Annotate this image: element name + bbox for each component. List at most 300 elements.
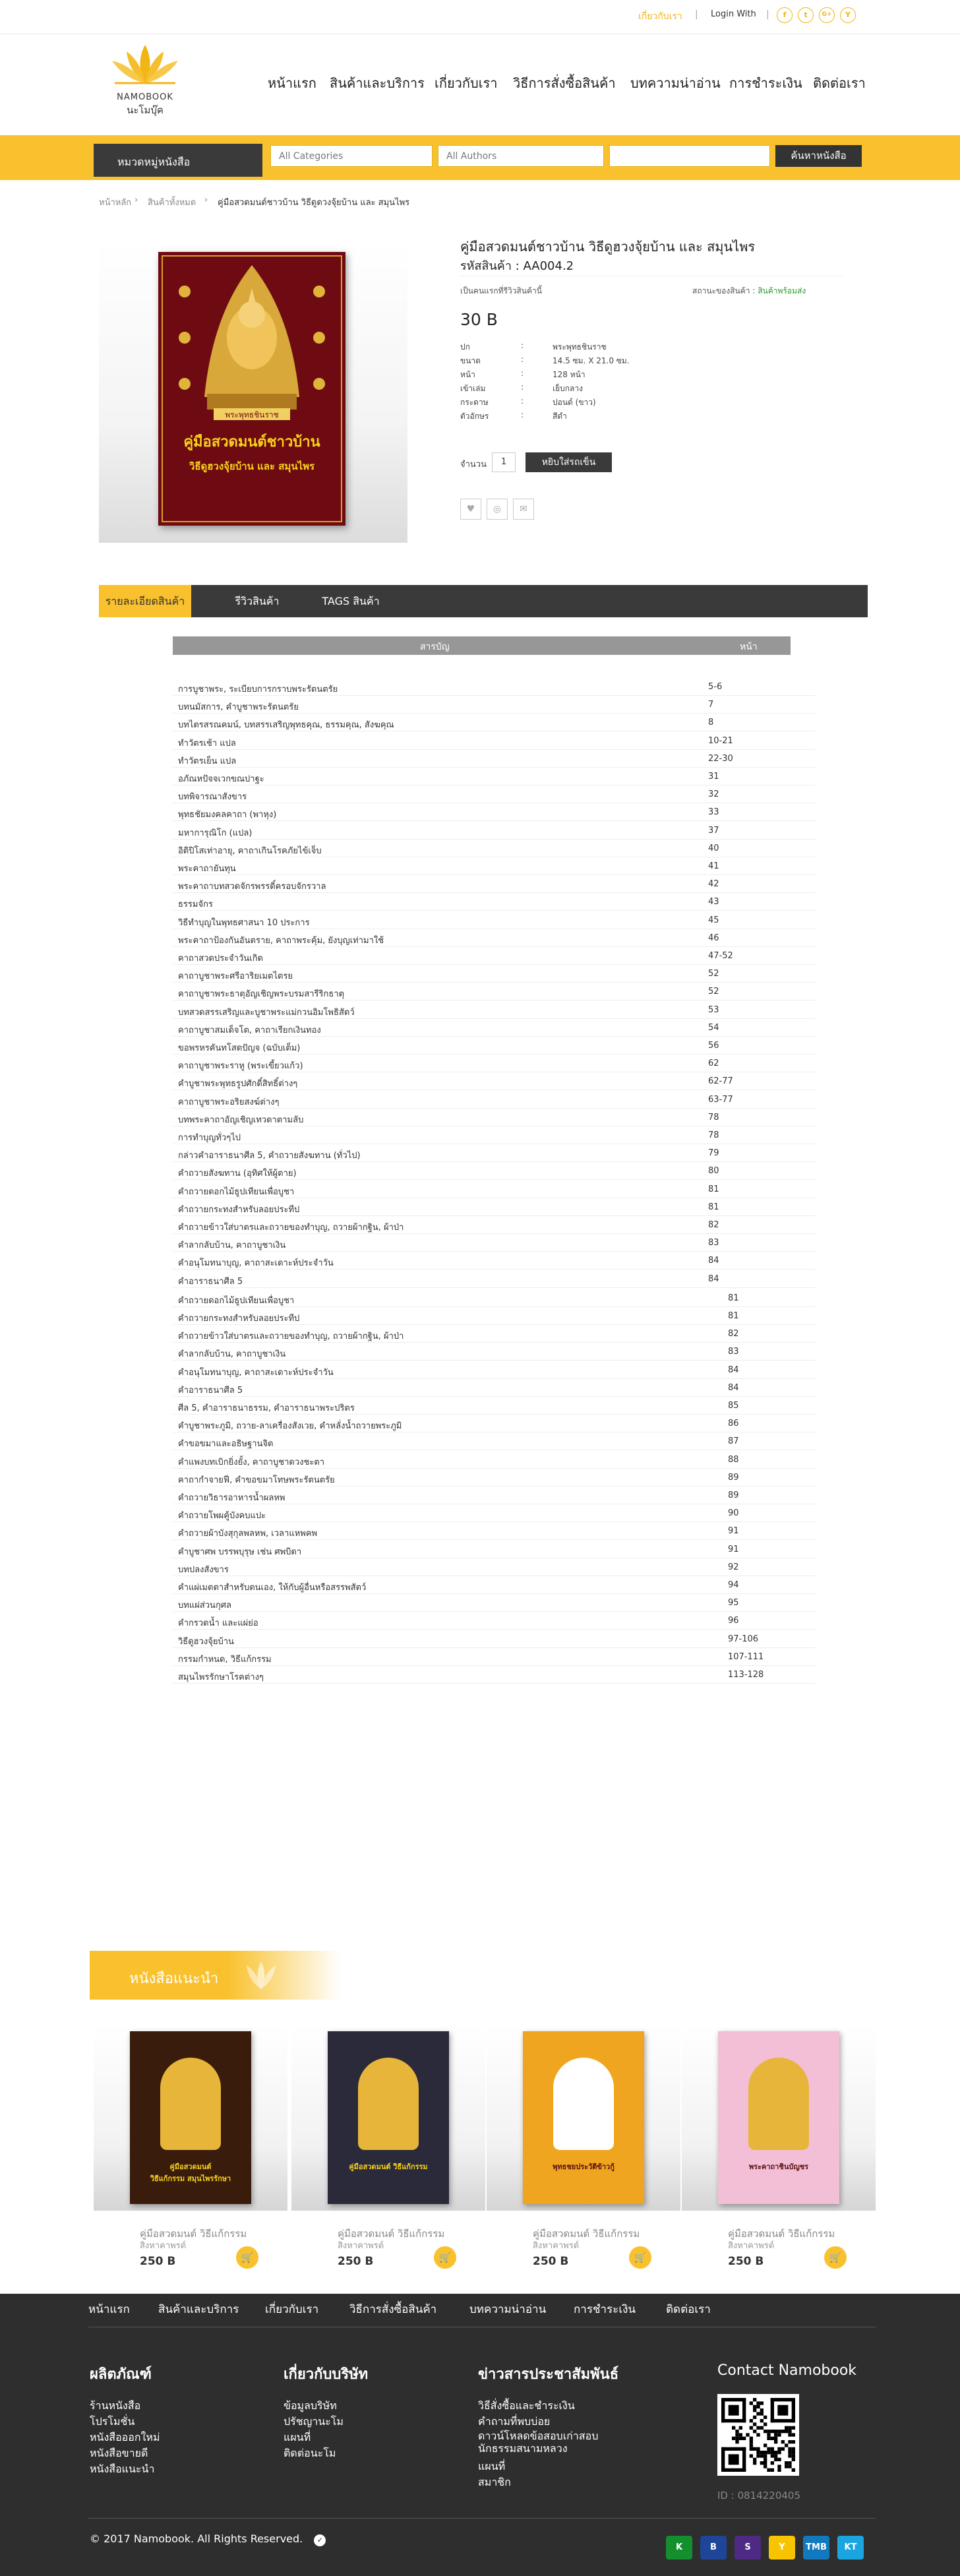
toc-page: 53 [708, 1004, 719, 1015]
toc-page: 113-128 [728, 1670, 764, 1680]
toc-chapter: พระคาถายันทุน [178, 864, 236, 874]
facebook-icon[interactable]: f [777, 7, 793, 23]
footer-company-link[interactable]: แผนที่ [284, 2431, 311, 2443]
breadcrumb-all-products[interactable]: สินค้าทั้งหมด [148, 198, 196, 208]
recommended-title[interactable]: คู่มือสวดมนต์ วิธีแก้กรรม [338, 2228, 445, 2240]
divider [88, 2518, 876, 2519]
dbd-icon: ✓ [314, 2534, 326, 2546]
toc-row [173, 1144, 816, 1162]
toc-row [173, 1072, 816, 1090]
toc-chapter: ศีล 5, คำอาราธนาธรรม, คำอาราธนาพระปริตร [178, 1403, 355, 1413]
toc-page: 56 [708, 1041, 719, 1051]
toc-row [173, 1307, 816, 1325]
toc-chapter: คำขอขมาและอธิษฐานจิต [178, 1439, 274, 1450]
toc-row [173, 1415, 816, 1432]
toc-chapter: คาถาบูชาพระธาตุอัญเชิญพระบรมสารีริกธาตุ [178, 989, 345, 1000]
product-price: 30 B [460, 310, 498, 329]
toc-row [173, 714, 816, 731]
toc-chapter: คำแพงบทเบิกยิ่งยั้ง, คาถาบูชาดวงชะตา [178, 1457, 325, 1467]
toc-page: 89 [728, 1472, 739, 1483]
nav-how-to-order[interactable]: วิธีการสั่งซื้อสินค้า [513, 75, 616, 91]
toc-chapter: คำถวายดอกไม้ธูปเทียนเพื่อบูชา [178, 1186, 295, 1197]
footer-company-link[interactable]: ปรัชญานะโม [284, 2415, 344, 2428]
breadcrumb-current: คู่มือสวดมนต์ชาวบ้าน วิธีดูดวงจุ้ยบ้าน และ สมุนไพร [218, 198, 410, 208]
recommended-cover[interactable] [523, 2031, 644, 2204]
recommended-category: สิงหาคาพรต์ [140, 2241, 187, 2251]
toc-chapter: การบูชาพระ, ระเบียบการกราบพระรัตนตรัย [178, 685, 338, 694]
toc-page: 40 [708, 843, 719, 853]
footer-product-link[interactable]: หนังสือขายดี [90, 2447, 148, 2459]
tab-bar [99, 585, 868, 617]
toc-chapter: คำถวายข้าวใส่บาตรและถวายของทำบุญ, ถวายผ้ากฐิน, ผ้าป่า [178, 1223, 404, 1233]
toc-row [173, 1541, 816, 1558]
toc-page: 90 [728, 1508, 739, 1519]
toc-chapter: บทพระคาถาอัญเชิญเทวดาตามลับ [178, 1115, 304, 1125]
toc-chapter: คำถวายวิธารอาหารน้ำผลหพ [178, 1493, 285, 1503]
toc-row [173, 1397, 816, 1415]
toc-row [173, 1181, 816, 1198]
toc-row [173, 1487, 816, 1504]
toc-chapter: คำลากลับบ้าน, คาถาบูชาเงิน [178, 1241, 286, 1251]
toc-chapter: คำถวายสังฆทาน (อุทิศให้ผู้ตาย) [178, 1169, 297, 1179]
toc-row [173, 1216, 816, 1234]
toc-page: 84 [728, 1365, 739, 1375]
footer-products-heading: ผลิตภัณฑ์ [90, 2366, 152, 2383]
recommended-title[interactable]: คู่มือสวดมนต์ วิธีแก้กรรม [728, 2228, 835, 2240]
footer-nav-about[interactable]: เกี่ยวกับเรา [265, 2303, 319, 2316]
spec-label: หน้า [460, 370, 475, 379]
toc-chapter: คำอนุโมทนาบุญ, คาถาสะเดาะห์ประจำวัน [178, 1258, 334, 1269]
spec-value: เย็บกลาง [553, 384, 583, 393]
line-qr-code [717, 2394, 799, 2476]
recommended-category: สิงหาคาพรต์ [338, 2241, 384, 2251]
footer-nav-payment[interactable]: การชำระเงิน [574, 2303, 636, 2316]
toc-chapter: การทำบุญทั่วๆไป [178, 1133, 241, 1143]
toc-row [173, 1289, 816, 1307]
product-title: คู่มือสวดมนต์ชาวบ้าน วิธีดูฮวงจุ้ยบ้าน และ สมุนไพร [460, 239, 756, 255]
recommended-cover-text: คู่มือสวดมนต์ วิธีแก้กรรม [349, 2162, 428, 2171]
footer-company-link[interactable]: ติดต่อนะโม [284, 2447, 336, 2459]
bank-logo: K [666, 2536, 692, 2560]
toc-row [173, 1630, 816, 1648]
spec-label: ตัวอักษร [460, 412, 489, 421]
nav-payment[interactable]: การชำระเงิน [729, 75, 802, 91]
toc-page: 79 [708, 1148, 719, 1159]
footer-nav-how-to-order[interactable]: วิธีการสั่งซื้อสินค้า [349, 2303, 437, 2316]
toc-row [173, 1234, 816, 1252]
toc-page: 62 [708, 1058, 719, 1069]
toc-page: 47-52 [708, 951, 733, 961]
toc-chapter: คำกรวดน้ำ และแผ่ย่อ [178, 1618, 258, 1629]
toc-chapter: วิธีดูฮวงจุ้ยบ้าน [178, 1636, 234, 1647]
stock-status-label: สถานะของสินค้า : [692, 286, 756, 295]
toc-chapter: คำบูชาพระภูมิ, ถวาย-ลาเครื่องสังเวย, คำหลั่งน้ำถวายพระภูมิ [178, 1421, 402, 1432]
cart-icon[interactable]: 🛒 [434, 2246, 456, 2269]
recommended-cover[interactable] [130, 2031, 251, 2204]
footer-news-link[interactable]: แผนที่ [478, 2460, 506, 2472]
tab-details[interactable]: รายละเอียดสินค้า [99, 585, 191, 617]
recommended-title[interactable]: คู่มือสวดมนต์ วิธีแก้กรรม [533, 2228, 640, 2240]
footer-nav-contact[interactable]: ติดต่อเรา [666, 2303, 711, 2316]
buddha-image [358, 2058, 419, 2150]
toc-row [173, 732, 816, 750]
quantity-label: จำนวน [460, 460, 487, 470]
footer-product-link[interactable]: ร้านหนังสือ [90, 2399, 141, 2412]
buddha-image [748, 2058, 809, 2150]
bank-logo: B [700, 2536, 727, 2560]
toc-row [173, 1270, 816, 1288]
cover-band-text: พระพุทธชินราช [225, 410, 279, 419]
toc-chapter: คาถาบูชาพระอริยสงฆ์ต่างๆ [178, 1097, 280, 1107]
spec-colon: : [521, 383, 524, 392]
toc-page: 83 [728, 1347, 739, 1357]
toc-chapter: บทปลงสังขาร [178, 1564, 229, 1575]
toc-row [173, 1055, 816, 1072]
spec-value: สีดำ [553, 412, 567, 421]
recommended-cover[interactable] [718, 2031, 839, 2204]
toc-row [173, 1019, 816, 1037]
toc-page: 22-30 [708, 753, 733, 764]
toc-row [173, 750, 816, 768]
toc-page: 81 [728, 1311, 739, 1321]
footer-nav-articles[interactable]: บทความน่าอ่าน [469, 2303, 547, 2316]
spec-colon: : [521, 369, 524, 378]
brand-name-th: นะโมบุ๊ค [127, 104, 164, 116]
toc-chapter: คาถากำจายฟี, คำขอขมาโทษพระรัตนตรัย [178, 1475, 335, 1485]
nav-home[interactable]: หน้าแรก [268, 75, 316, 91]
breadcrumb-home[interactable]: หน้าหลัก [99, 198, 132, 208]
toc-chapter: คำถวายผ้าบังสุกุลพลหพ, เวลาแหพคพ [178, 1529, 318, 1539]
toc-header-title: สารบัญ [420, 642, 450, 652]
recommended-cover-text: คู่มือสวดมนต์ วิธีแก้กรรม สมุนไพรรักษา [150, 2162, 231, 2183]
toc-page: 87 [728, 1436, 739, 1447]
spec-value: พระพุทธชินราช [553, 342, 607, 352]
toc-chapter: ทำวัตรเย็น แปล [178, 756, 237, 766]
lotus-icon [235, 1959, 287, 1993]
twitter-icon[interactable]: t [798, 7, 814, 23]
copyright [90, 2532, 326, 2546]
spec-value: 14.5 ซม. X 21.0 ซม. [553, 356, 630, 365]
recommended-cover-text: พุทธชยประวัติข้าวกู้ [553, 2162, 615, 2171]
toc-chapter: สมุนไพรรักษาโรคต่างๆ [178, 1672, 264, 1682]
buddha-image [553, 2058, 614, 2150]
compare-icon[interactable]: ◎ [487, 499, 508, 520]
toc-page: 80 [708, 1166, 719, 1177]
spec-label: ปก [460, 342, 470, 352]
nav-articles[interactable]: บทความน่าอ่าน [630, 75, 721, 91]
toc-page: 78 [708, 1130, 719, 1140]
namobook-logo[interactable] [99, 42, 191, 128]
toc-row [173, 1126, 816, 1144]
recommended-category: สิงหาคาพรต์ [533, 2241, 580, 2251]
qr-code-image [721, 2398, 795, 2472]
toc-page: 107-111 [728, 1651, 764, 1662]
toc-row [173, 678, 816, 696]
toc-row [173, 785, 816, 803]
toc-row [173, 1198, 816, 1216]
toc-page: 43 [708, 897, 719, 907]
toc-page: 8 [708, 718, 714, 728]
recommended-header [90, 1951, 340, 2000]
toc-row [173, 840, 816, 857]
toc-row [173, 1252, 816, 1270]
stock-status-value: สินค้าพร้อมส่ง [758, 286, 806, 295]
toc-row [173, 1432, 816, 1450]
toc-page: 41 [708, 861, 719, 871]
toc-page: 88 [728, 1454, 739, 1465]
toc-page: 95 [728, 1598, 739, 1609]
toc-page: 37 [708, 825, 719, 836]
toc-row [173, 1162, 816, 1180]
category-menu-button[interactable] [94, 144, 262, 177]
toc-page: 86 [728, 1419, 739, 1429]
toc-row [173, 768, 816, 785]
tab-tags[interactable]: TAGS สินค้า [322, 595, 380, 607]
email-icon[interactable]: ✉ [513, 499, 534, 520]
toc-chapter: คาถาบูชาสมเด็จโต, คาถาเรียกเงินทอง [178, 1025, 321, 1035]
toc-row [173, 822, 816, 840]
toc-page: 83 [708, 1238, 719, 1248]
category-menu-label: หมวดหมู่หนังสือ [117, 156, 191, 168]
toc-row [173, 1451, 816, 1469]
toc-page: 82 [728, 1329, 739, 1339]
footer-product-link[interactable]: โปรโมชั่น [90, 2415, 135, 2428]
toc-header [173, 636, 791, 655]
spec-label: กระดาษ [460, 398, 489, 407]
toc-row [173, 1504, 816, 1522]
categories-select[interactable]: All Categories [270, 145, 433, 167]
toc-page: 92 [728, 1562, 739, 1572]
toc-page: 84 [708, 1273, 719, 1284]
toc-chapter: ขอพรหรคันทโสดปัญจ (ฉบับเต็ม) [178, 1043, 301, 1053]
recommended-title[interactable]: คู่มือสวดมนต์ วิธีแก้กรรม [140, 2228, 247, 2240]
toc-chapter: คำถวายกระทงสำหรับลอยประทีป [178, 1204, 300, 1215]
toc-row [173, 965, 816, 983]
toc-chapter: อภัณหปัจจเวกขณปาฐะ [178, 774, 264, 784]
toc-chapter: คำบูชาศพ บรรพบุรุษ เช่น ศพบิดา [178, 1547, 302, 1557]
youtube-icon[interactable]: Y [840, 7, 856, 23]
toc-page: 81 [708, 1202, 719, 1212]
toc-row [173, 1037, 816, 1055]
toc-row [173, 696, 816, 714]
toc-row [173, 1343, 816, 1361]
nav-products[interactable]: สินค้าและบริการ [330, 75, 425, 91]
toc-page: 91 [728, 1526, 739, 1537]
toc-row [173, 857, 816, 875]
toc-chapter: พระคาถาบทสวดจักรพรรดิ์ครอบจักรวาล [178, 882, 326, 892]
footer-contact-heading: Contact Namobook [717, 2362, 857, 2379]
toc-chapter: ธรรมจักร [178, 900, 213, 910]
buddha-image [160, 2058, 221, 2150]
toc-row [173, 1109, 816, 1126]
cover-subtitle: วิธีดูฮวงจุ้ยบ้าน และ สมุนไพร [189, 460, 315, 472]
toc-page: 31 [708, 772, 719, 782]
lotus-icon [105, 42, 185, 88]
toc-chapter: มหาการุณิโก (แปล) [178, 828, 253, 838]
toc-chapter: พุทธชัยมงคลคาถา (พาหุง) [178, 810, 277, 820]
footer-news-link[interactable]: คำถามที่พบบ่อย [478, 2415, 551, 2428]
toc-chapter: บทสวดสรรเสริญและบูชาพระแม่กวนอิมโพธิสัตว์ [178, 1007, 355, 1018]
toc-chapter: บทพิจารณาสังขาร [178, 792, 247, 803]
toc-page: 46 [708, 933, 719, 943]
spec-colon: : [521, 341, 524, 350]
toc-chapter: คำถวายข้าวใส่บาตรและถวายของทำบุญ, ถวายผ้ากฐิน, ผ้าป่า [178, 1332, 404, 1342]
toc-row [173, 1522, 816, 1540]
toc-row [173, 1594, 816, 1612]
brand-name: NAMOBOOK [117, 92, 173, 102]
toc-row [173, 1576, 816, 1594]
toc-chapter: พระคาถาป้องกันอันตราย, คาถาพระคุ้ม, ยังบุญเท่ามาใช้ [178, 935, 384, 946]
footer-news-link[interactable]: ดาวน์โหลดข้อสอบเก่าสอบนักธรรมสนามหลวง [478, 2430, 599, 2455]
footer-product-link[interactable]: หนังสือออกใหม่ [90, 2431, 160, 2443]
bank-logo: S [735, 2536, 761, 2560]
cart-icon[interactable]: 🛒 [629, 2246, 651, 2269]
recommended-category: สิงหาคาพรต์ [728, 2241, 775, 2251]
cart-icon[interactable]: 🛒 [236, 2246, 258, 2269]
toc-row [173, 929, 816, 947]
footer-nav-home[interactable]: หน้าแรก [88, 2303, 130, 2316]
recommended-price: 250 B [140, 2255, 176, 2268]
toc-chapter: กล่าวคำอาราธนาศีล 5, คำถวายสังฆทาน (ทั่วไป) [178, 1151, 361, 1161]
divider: | [695, 9, 698, 20]
toc-page: 10-21 [708, 735, 733, 746]
toc-chapter: คำถวายกระทงสำหรับลอยประทีป [178, 1314, 300, 1324]
toc-chapter: บทนมัสการ, คำบูชาพระรัตนตรัย [178, 702, 299, 713]
toc-row [173, 1325, 816, 1343]
toc-page: 45 [708, 915, 719, 925]
footer-news-link[interactable]: สมาชิก [478, 2476, 511, 2488]
product-sku: รหัสสินค้า : AA004.2 [460, 259, 574, 273]
toc-row [173, 875, 816, 893]
recommended-cover-text: พระคาถาชินบัญชร [748, 2162, 809, 2171]
toc-page: 81 [708, 1184, 719, 1194]
breadcrumb-separator: › [135, 195, 138, 205]
toc-chapter: คำแผ่เมตตาสำหรับตนเอง, ให้กับผู้อื่นหรือสรรพสัตว์ [178, 1583, 367, 1593]
toc-page: 52 [708, 987, 719, 997]
recommended-title: หนังสือแนะนำ [129, 1971, 219, 1987]
toc-page: 97-106 [728, 1634, 759, 1644]
first-review-link[interactable]: เป็นคนแรกที่รีวิวสินค้านี้ [460, 286, 542, 295]
toc-page: 85 [728, 1401, 739, 1411]
toc-header-page: หน้า [740, 642, 758, 652]
toc-page: 7 [708, 700, 714, 710]
toc-chapter: คาถาสวดประจำวันเกิด [178, 954, 263, 964]
toc-chapter: คำบูชาพระพุทธรูปศักดิ์สิทธิ์ต่างๆ [178, 1079, 298, 1089]
toc-chapter: คำลากลับบ้าน, คาถาบูชาเงิน [178, 1349, 286, 1360]
authors-select[interactable]: All Authors [438, 145, 604, 167]
toc-page: 62-77 [708, 1076, 733, 1087]
spec-colon: : [521, 355, 524, 364]
toc-row [173, 911, 816, 929]
toc-page: 82 [708, 1220, 719, 1230]
toc-chapter: บทไตรสรณคมน์, บทสรรเสริญพุทธคุณ, ธรรมคุณ, สังฆคุณ [178, 720, 394, 731]
toc-chapter: ทำวัตรเช้า แปล [178, 738, 236, 749]
toc-page: 94 [728, 1580, 739, 1590]
toc-row [173, 1379, 816, 1397]
toc-row [173, 1558, 816, 1576]
footer-product-link[interactable]: หนังสือแนะนำ [90, 2463, 155, 2475]
footer-company-heading: เกี่ยวกับบริษัท [284, 2366, 369, 2383]
spec-label: เข้าเล่ม [460, 384, 486, 393]
footer-news-heading: ข่าวสารประชาสัมพันธ์ [478, 2366, 619, 2383]
product-cover-image[interactable] [158, 252, 345, 526]
recommended-price: 250 B [533, 2255, 569, 2268]
about-link[interactable]: เกี่ยวกับเรา [638, 11, 682, 22]
add-to-cart-button[interactable]: หยิบใส่รถเข็น [525, 452, 612, 472]
toc-row [173, 1469, 816, 1487]
toc-row [173, 1001, 816, 1019]
heart-icon[interactable]: ♥ [460, 499, 481, 520]
toc-chapter: คาถาบูชาพระราหู (พระเขี้ยวแก้ว) [178, 1061, 303, 1072]
keyword-input[interactable] [609, 145, 770, 167]
toc-page: 54 [708, 1022, 719, 1033]
spec-value: 128 หน้า [553, 370, 585, 379]
search-button[interactable]: ค้นหาหนังสือ [775, 145, 862, 167]
bank-logo: TMB [803, 2536, 829, 2560]
toc-row [173, 1648, 816, 1666]
toc-page: 52 [708, 969, 719, 979]
bank-logo: KT [837, 2536, 864, 2560]
toc-chapter: คาถาบูชาพระศรีอาริยเมตไตรย [178, 971, 293, 982]
tab-reviews[interactable]: รีวิวสินค้า [235, 595, 280, 607]
buddha-image [158, 252, 345, 526]
footer-company-link[interactable]: ข้อมูลบริษัท [284, 2399, 337, 2412]
cart-icon[interactable]: 🛒 [824, 2246, 847, 2269]
toc-chapter: กรรมกำหนด, วิธีแก้กรรม [178, 1654, 272, 1665]
toc-row [173, 983, 816, 1000]
toc-page: 81 [728, 1293, 739, 1303]
toc-page: 84 [708, 1256, 719, 1266]
toc-page: 89 [728, 1490, 739, 1500]
toc-page: 84 [728, 1382, 739, 1393]
toc-page: 33 [708, 807, 719, 818]
stock-status [692, 285, 806, 297]
toc-chapter: คำถวายโพผคู้บังคบแปะ [178, 1511, 266, 1521]
toc-chapter: คำอาราธนาศีล 5 [178, 1276, 243, 1287]
login-with-label: Login With [711, 9, 756, 19]
quantity-input[interactable]: 1 [492, 452, 516, 472]
recommended-cover[interactable] [328, 2031, 449, 2204]
toc-row [173, 947, 816, 965]
toc-page: 32 [708, 789, 719, 800]
toc-row [173, 1666, 816, 1684]
toc-page: 96 [728, 1616, 739, 1626]
footer-nav-products[interactable]: สินค้าและบริการ [158, 2303, 239, 2316]
spec-colon: : [521, 410, 524, 419]
google-plus-icon[interactable]: G+ [819, 7, 835, 23]
toc-row [173, 1612, 816, 1630]
toc-row [173, 1361, 816, 1379]
toc-page: 78 [708, 1112, 719, 1122]
nav-contact[interactable]: ติดต่อเรา [813, 75, 866, 91]
recommended-price: 250 B [728, 2255, 764, 2268]
toc-row [173, 1091, 816, 1109]
spec-value: ปอนด์ (ขาว) [553, 398, 596, 407]
nav-about[interactable]: เกี่ยวกับเรา [435, 75, 498, 91]
copyright-text: © 2017 Namobook. All Rights Reserved. [90, 2532, 303, 2545]
toc-chapter: อิติปิโสเท่าอายุ, คาถาเกินโรคภัยไข้เจ็บ [178, 845, 322, 856]
footer-news-link[interactable]: วิธีสั่งซื้อและชำระเงิน [478, 2399, 575, 2412]
top-bar [0, 0, 960, 34]
line-id: ID : 0814220405 [717, 2490, 800, 2501]
toc-row [173, 803, 816, 821]
bank-logo: Y [769, 2536, 795, 2560]
divider: | [766, 9, 769, 20]
cover-title: คู่มือสวดมนต์ชาวบ้าน [183, 434, 320, 450]
toc-page: 91 [728, 1544, 739, 1554]
recommended-price: 250 B [338, 2255, 374, 2268]
toc-chapter: คำอาราธนาศีล 5 [178, 1385, 243, 1395]
